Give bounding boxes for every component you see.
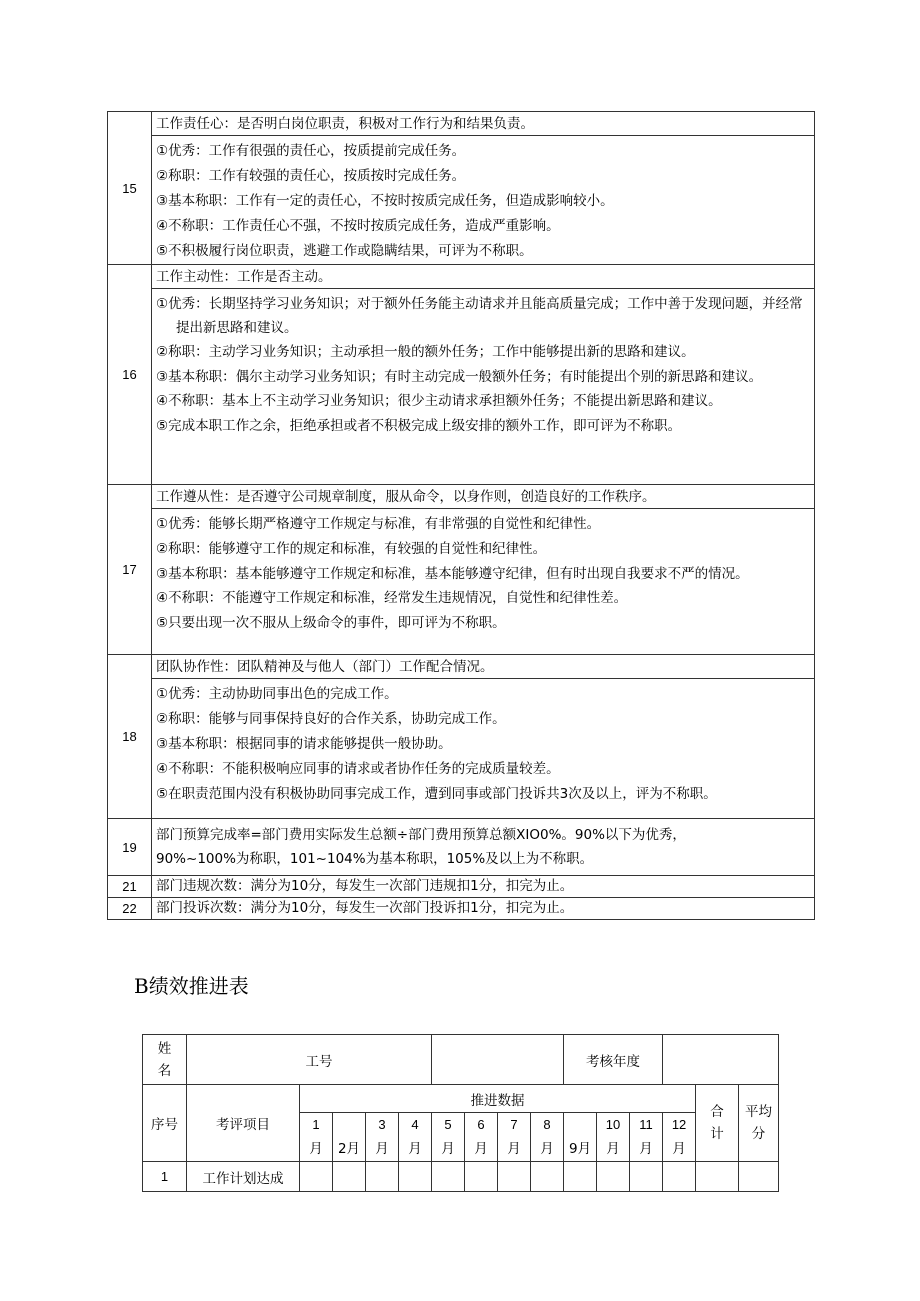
criteria-row-16 xyxy=(108,265,815,485)
table-row xyxy=(143,1162,779,1192)
month-unit: 月 xyxy=(639,1141,653,1157)
average-cell[interactable] xyxy=(739,1162,779,1192)
criteria-row-21 xyxy=(108,876,815,898)
month-header-7 xyxy=(498,1113,531,1162)
criteria-number: 21 xyxy=(108,876,152,898)
month-unit: 月 xyxy=(540,1141,554,1157)
criteria-number: 17 xyxy=(108,485,152,655)
data-cell[interactable] xyxy=(465,1162,498,1192)
month-number: 1 xyxy=(312,1117,320,1132)
month-number: 7 xyxy=(510,1117,518,1132)
criteria-level-basic: ③基本称职：工作有一定的责任心，不按时按质完成任务，但造成影响较小。 xyxy=(156,193,614,209)
month-header-11 xyxy=(630,1113,663,1162)
criteria-row-18 xyxy=(108,655,815,819)
criteria-row-17 xyxy=(108,485,815,655)
criteria-level-basic: ③基本称职：基本能够遵守工作规定和标准，基本能够遵守纪律，但有时出现自我要求不严的情况。 xyxy=(156,566,749,582)
criteria-level-excellent: ①优秀：工作有很强的责任心，按质提前完成任务。 xyxy=(156,143,466,159)
month-unit: 月 xyxy=(441,1141,455,1157)
year-value-cell[interactable] xyxy=(663,1035,779,1085)
criteria-content: 部门投诉次数：满分为10分，每发生一次部门投诉扣1分，扣完为止。 xyxy=(152,898,815,920)
criteria-level-rule: ⑤不积极履行岗位职责，逃避工作或隐瞒结果，可评为不称职。 xyxy=(156,243,533,259)
criteria-heading: 工作责任心：是否明白岗位职责，积极对工作行为和结果负责。 xyxy=(156,116,534,132)
month-number: 3 xyxy=(378,1117,386,1132)
total-cell[interactable] xyxy=(696,1162,739,1192)
total-label: 合 计 xyxy=(696,1085,739,1162)
criteria-content xyxy=(152,265,815,485)
month-number: 12 xyxy=(671,1117,687,1132)
criteria-content: 部门违规次数：满分为10分，每发生一次部门违规扣1分，扣完为止。 xyxy=(152,876,815,898)
item-label: 考评项目 xyxy=(187,1085,300,1162)
month-number: 11 xyxy=(639,1117,653,1132)
month-header-5 xyxy=(432,1113,465,1162)
data-cell[interactable] xyxy=(300,1162,333,1192)
id-label: 工号 xyxy=(187,1035,432,1085)
criteria-table xyxy=(107,111,815,920)
month-number xyxy=(564,1113,596,1137)
row-item: 工作计划达成 xyxy=(187,1162,300,1192)
row-seq: 1 xyxy=(143,1162,187,1192)
month-header-3 xyxy=(366,1113,399,1162)
criteria-heading: 团队协作性：团队精神及与他人（部门）工作配合情况。 xyxy=(156,659,494,675)
data-cell[interactable] xyxy=(564,1162,597,1192)
year-label: 考核年度 xyxy=(564,1035,663,1085)
data-cell[interactable] xyxy=(333,1162,366,1192)
id-value-cell[interactable] xyxy=(432,1035,564,1085)
month-header-8 xyxy=(531,1113,564,1162)
month-number: 6 xyxy=(477,1117,485,1132)
data-cell[interactable] xyxy=(531,1162,564,1192)
criteria-number: 16 xyxy=(108,265,152,485)
criteria-row-22 xyxy=(108,898,815,920)
criteria-number: 22 xyxy=(108,898,152,920)
budget-rate-line-1: 部门预算完成率=部门费用实际发生总额÷部门费用预算总额XIO0%。90%以下为优秀， xyxy=(156,827,686,843)
criteria-content xyxy=(152,112,815,265)
month-unit: 月 xyxy=(375,1141,389,1157)
month-unit: 2月 xyxy=(337,1141,361,1157)
data-cell[interactable] xyxy=(597,1162,630,1192)
month-unit: 月 xyxy=(474,1141,488,1157)
data-group-label: 推进数据 xyxy=(300,1085,696,1113)
month-unit: 月 xyxy=(672,1141,686,1157)
criteria-level-excellent: ①优秀：主动协助同事出色的完成工作。 xyxy=(156,686,398,702)
criteria-heading: 工作主动性：工作是否主动。 xyxy=(156,269,332,285)
month-header-12 xyxy=(663,1113,696,1162)
criteria-level-excellent: ①优秀：能够长期严格遵守工作规定与标准，有非常强的自觉性和纪律性。 xyxy=(156,516,601,532)
criteria-content xyxy=(152,485,815,655)
criteria-level-incompetent: ④不称职：不能遵守工作规定和标准，经常发生违规情况，自觉性和纪律性差。 xyxy=(156,590,628,606)
criteria-number: 15 xyxy=(108,112,152,265)
month-header-10 xyxy=(597,1113,630,1162)
average-label: 平均 分 xyxy=(739,1085,779,1162)
criteria-level-excellent: ①优秀：长期坚持学习业务知识；对于额外任务能主动请求并且能高质量完成；工作中善于发现问题，并经常提出新思路和建议。 xyxy=(156,296,803,336)
criteria-level-competent: ②称职：工作有较强的责任心，按质按时完成任务。 xyxy=(156,168,466,184)
section-title: B绩效推进表 xyxy=(134,974,249,998)
criteria-level-incompetent: ④不称职：工作责任心不强，不按时按质完成任务，造成严重影响。 xyxy=(156,218,560,234)
criteria-number: 18 xyxy=(108,655,152,819)
month-number: 8 xyxy=(543,1117,551,1132)
criteria-content xyxy=(152,819,815,876)
header-row-group xyxy=(143,1085,779,1113)
name-label: 姓 名 xyxy=(143,1035,187,1085)
month-header-1 xyxy=(300,1113,333,1162)
header-row-info xyxy=(143,1035,779,1085)
criteria-level-basic: ③基本称职：根据同事的请求能够提供一般协助。 xyxy=(156,736,452,752)
month-number: 5 xyxy=(444,1117,452,1132)
seq-label: 序号 xyxy=(143,1085,187,1162)
data-cell[interactable] xyxy=(366,1162,399,1192)
criteria-row-19 xyxy=(108,819,815,876)
month-number: 10 xyxy=(605,1117,621,1132)
data-cell[interactable] xyxy=(498,1162,531,1192)
criteria-number: 19 xyxy=(108,819,152,876)
data-cell[interactable] xyxy=(630,1162,663,1192)
criteria-level-incompetent: ④不称职：不能积极响应同事的请求或者协作任务的完成质量较差。 xyxy=(156,761,560,777)
month-unit: 月 xyxy=(408,1141,422,1157)
data-cell[interactable] xyxy=(432,1162,465,1192)
month-header-6 xyxy=(465,1113,498,1162)
month-header-4 xyxy=(399,1113,432,1162)
criteria-level-basic: ③基本称职：偶尔主动学习业务知识；有时主动完成一般额外任务；有时能提出个别的新思路和建议。 xyxy=(156,369,763,385)
month-unit: 月 xyxy=(507,1141,521,1157)
data-cell[interactable] xyxy=(663,1162,696,1192)
month-number xyxy=(333,1113,365,1137)
criteria-content xyxy=(152,655,815,819)
criteria-level-competent: ②称职：主动学习业务知识；主动承担一般的额外任务；工作中能够提出新的思路和建议。 xyxy=(156,344,695,360)
progress-table xyxy=(142,1034,779,1192)
month-header-2 xyxy=(333,1113,366,1162)
criteria-row-15 xyxy=(108,112,815,265)
criteria-level-competent: ②称职：能够遵守工作的规定和标准，有较强的自觉性和纪律性。 xyxy=(156,541,547,557)
criteria-level-rule: ⑤在职责范围内没有积极协助同事完成工作，遭到同事或部门投诉共3次及以上，评为不称职。 xyxy=(156,786,717,802)
budget-rate-line-2: 90%~100%为称职，101~104%为基本称职，105%及以上为不称职。 xyxy=(156,851,594,867)
criteria-level-incompetent: ④不称职：基本上不主动学习业务知识；很少主动请求承担额外任务；不能提出新思路和建议。 xyxy=(156,393,722,409)
criteria-level-rule: ⑤只要出现一次不服从上级命令的事件，即可评为不称职。 xyxy=(156,615,506,631)
data-cell[interactable] xyxy=(399,1162,432,1192)
month-unit: 月 xyxy=(309,1141,323,1157)
month-header-9 xyxy=(564,1113,597,1162)
month-unit: 9月 xyxy=(568,1141,592,1157)
month-number: 4 xyxy=(411,1117,419,1132)
criteria-heading: 工作遵从性：是否遵守公司规章制度，服从命令，以身作则，创造良好的工作秩序。 xyxy=(156,489,656,505)
criteria-level-rule: ⑤完成本职工作之余，拒绝承担或者不积极完成上级安排的额外工作，即可评为不称职。 xyxy=(156,418,682,434)
criteria-level-competent: ②称职：能够与同事保持良好的合作关系，协助完成工作。 xyxy=(156,711,506,727)
month-unit: 月 xyxy=(606,1141,620,1157)
